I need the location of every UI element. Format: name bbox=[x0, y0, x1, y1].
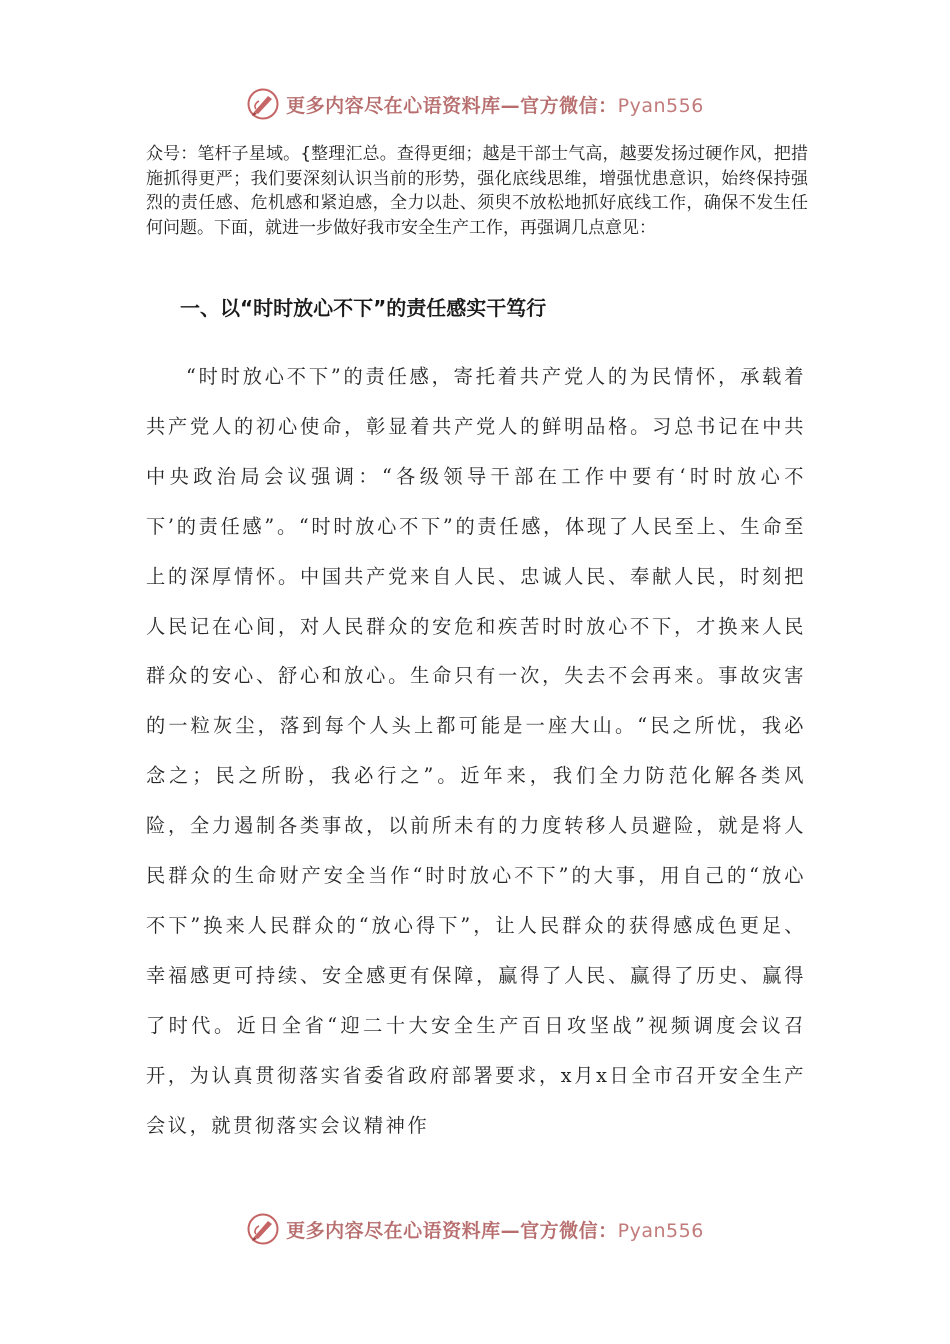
intro-paragraph: 众号：笔杆子星域。{整理汇总。查得更细；越是干部士气高，越要发扬过硬作风，把措施抓得更严；我们要深刻认识当前的形势，强化底线思维，增强忧患意识，始终保持强烈的责任感、危机感和紧迫感，全力以赴、须臾不放松地抓好底线工作，确保不发生任何问题。下面，就进一步做好我市安全生产工作，再强调几点意见： bbox=[146, 144, 808, 238]
banner-text: 更多内容尽在心语资料库—官方微信： bbox=[286, 1219, 618, 1242]
pen-logo-icon bbox=[246, 87, 280, 121]
section-heading: 一、以“时时放心不下”的责任感实干笃行 bbox=[180, 296, 547, 320]
banner-wechat-id: Pyan556 bbox=[617, 1219, 704, 1242]
footer-banner bbox=[0, 1209, 950, 1249]
header-banner bbox=[0, 84, 950, 124]
body-paragraph: “时时放心不下”的责任感，寄托着共产党人的为民情怀，承载着共产党人的初心使命，彰显着共产党人的鲜明品格。习总书记在中共中央政治局会议强调：“各级领导干部在工作中要有‘时时放心不下’的责任感”。“时时放心不下”的责任感，体现了人民至上、生命至上的深厚情怀。中国共产党来自人民、忠诚人民、奉献人民，时刻把人民记在心间，对人民群众的安危和疾苦时时放心不下，才换来人民群众的安心、舒心和放心。生命只有一次，失去不会再来。事故灾害的一粒灰尘，落到每个人头上都可能是一座大山。“民之所忧，我必念之；民之所盼，我必行之”。近年来，我们全力防范化解各类风险，全力遏制各类事故，以前所未有的力度转移人员避险，就是将人民群众的生命财产安全当作“时时放心不下”的大事，用自己的“放心不下”换来人民群众的“放心得下”，让人民群众的获得感成色更足、幸福感更可持续、安全感更有保障，赢得了人民、赢得了历史、赢得了时代。近日全省“迎二十大安全生产百日攻坚战”视频调度会议召开，为认真贯彻落实省委省政府部署要求，x月x日全市召开安全生产会议，就贯彻落实会议精神作 bbox=[146, 365, 806, 1137]
banner-wechat-id: Pyan556 bbox=[617, 94, 704, 117]
banner-text: 更多内容尽在心语资料库—官方微信： bbox=[286, 94, 618, 117]
pen-logo-icon bbox=[246, 1212, 280, 1246]
